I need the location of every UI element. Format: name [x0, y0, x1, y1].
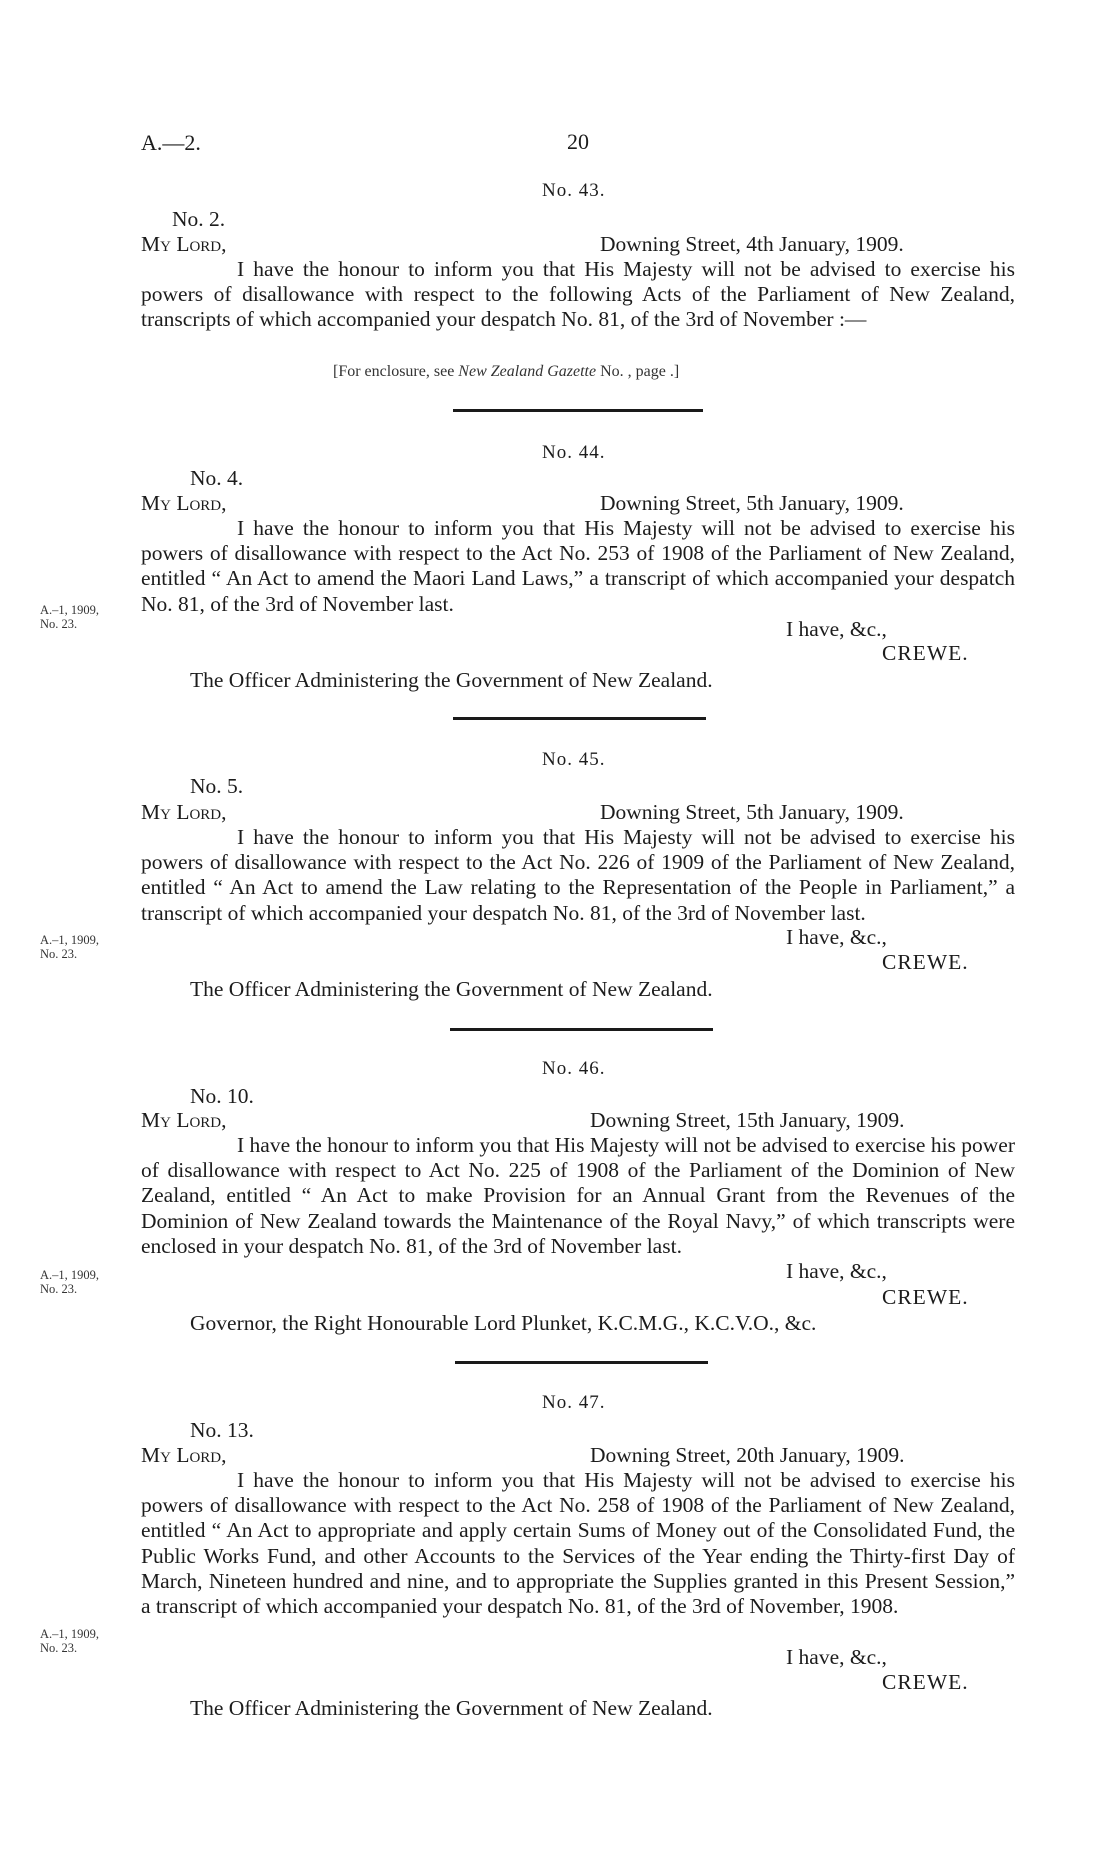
- signature: CREWE.: [882, 641, 969, 665]
- signature: CREWE.: [882, 1285, 969, 1309]
- section-divider: [453, 717, 706, 720]
- address-date: Downing Street, 5th January, 1909.: [600, 491, 904, 515]
- despatch-ref-number: No. 13.: [190, 1418, 254, 1442]
- page-number: 20: [567, 129, 589, 154]
- section-divider: [450, 1028, 713, 1031]
- salutation: My Lord,: [141, 232, 227, 256]
- despatch-body: I have the honour to inform you that His Majesty will not be advised to exercise his powers of disallowance with respect to the Act No. 253 of 1908 of the Parliament of New Zealand, entitled “ An Act to amend the Maori Land Laws,” a transcript of which accompanied your despatch No. 81, of the 3rd of November last.: [141, 516, 1015, 616]
- despatch-body: I have the honour to inform you that His Majesty will not be advised to exercise his powers of disallowance with respect to the following Acts of the Parliament of New Zealand, transcripts of which accompanied your despatch No. 81, of the 3rd of November :—: [141, 257, 1015, 332]
- despatch-ref-number: No. 2.: [172, 207, 226, 231]
- despatch-number: No. 47.: [542, 1392, 606, 1413]
- signature: CREWE.: [882, 1670, 969, 1694]
- salutation: My Lord,: [141, 491, 227, 515]
- margin-reference: A.–1, 1909, No. 23.: [40, 603, 100, 631]
- despatch-number: No. 46.: [542, 1058, 606, 1079]
- margin-reference: A.–1, 1909, No. 23.: [40, 1627, 100, 1655]
- addressee: The Officer Administering the Government of New Zealand.: [190, 1696, 713, 1720]
- despatch-ref-number: No. 10.: [190, 1084, 254, 1108]
- salutation: My Lord,: [141, 1108, 227, 1132]
- closing: I have, &c.,: [786, 925, 887, 949]
- enclosure-note: [For enclosure, see New Zealand Gazette No. , page .]: [333, 363, 680, 380]
- closing: I have, &c.,: [786, 1645, 887, 1669]
- addressee: The Officer Administering the Government of New Zealand.: [190, 668, 713, 692]
- despatch-number: No. 44.: [542, 442, 606, 463]
- despatch-number: No. 45.: [542, 749, 606, 770]
- gazette-title: New Zealand Gazette: [458, 363, 597, 380]
- addressee: The Officer Administering the Government of New Zealand.: [190, 977, 713, 1001]
- signature: CREWE.: [882, 950, 969, 974]
- address-date: Downing Street, 5th January, 1909.: [600, 800, 904, 824]
- despatch-body: I have the honour to inform you that His Majesty will not be advised to exercise his powers of disallowance with respect to the Act No. 226 of 1909 of the Parliament of New Zealand, entitled “ An Act to amend the Law relating to the Representation of the People in Parliament,” a transcript of which accompanied your despatch No. 81, of the 3rd of November last.: [141, 825, 1015, 925]
- despatch-ref-number: No. 5.: [190, 774, 244, 798]
- address-date: Downing Street, 4th January, 1909.: [600, 232, 904, 256]
- salutation: My Lord,: [141, 800, 227, 824]
- address-date: Downing Street, 20th January, 1909.: [590, 1443, 905, 1467]
- closing: I have, &c.,: [786, 1259, 887, 1283]
- margin-reference: A.–1, 1909, No. 23.: [40, 933, 100, 961]
- addressee: Governor, the Right Honourable Lord Plunket, K.C.M.G., K.C.V.O., &c.: [190, 1311, 817, 1335]
- section-divider: [453, 409, 703, 412]
- closing: I have, &c.,: [786, 617, 887, 641]
- despatch-body: I have the honour to inform you that His Majesty will not be advised to exercise his powers of disallowance with respect to the Act No. 258 of 1908 of the Parliament of New Zealand, entitled “ An Act to appropriate and apply certain Sums of Money out of the Consolidated Fund, the Public Works Fund, and other Accounts to the Services of the Year ending the Thirty-first Day of March, Nineteen hundred and nine, and to appropriate the Supplies granted in this Present Session,” a transcript of which accompanied your despatch No. 81, of the 3rd of November, 1908.: [141, 1468, 1015, 1619]
- despatch-ref-number: No. 4.: [190, 466, 244, 490]
- section-divider: [455, 1361, 708, 1364]
- salutation: My Lord,: [141, 1443, 227, 1467]
- document-reference: A.—2.: [141, 130, 201, 155]
- despatch-number: No. 43.: [542, 180, 606, 201]
- address-date: Downing Street, 15th January, 1909.: [590, 1108, 905, 1132]
- margin-reference: A.–1, 1909, No. 23.: [40, 1268, 100, 1296]
- despatch-body: I have the honour to inform you that His Majesty will not be advised to exercise his power of disallowance with respect to Act No. 225 of 1908 of the Parliament of the Dominion of New Zealand, entitled “ An Act to make Provision for an Annual Grant from the Revenues of the Dominion of New Zealand towards the Maintenance of the Royal Navy,” of which transcripts were enclosed in your despatch No. 81, of the 3rd of November last.: [141, 1133, 1016, 1258]
